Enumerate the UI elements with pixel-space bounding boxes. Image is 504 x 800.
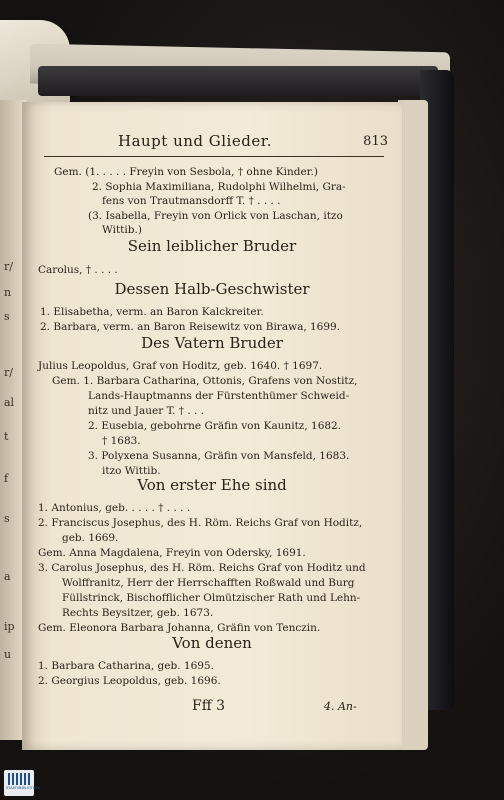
- left-fragment: r/: [4, 366, 13, 379]
- book-spine-edge: [38, 66, 438, 96]
- text-line: 3. Polyxena Susanna, Gräfin von Mansfeld, 1683.: [88, 450, 350, 462]
- text-line: Julius Leopoldus, Graf von Hoditz, geb. 1640. † 1697.: [38, 360, 323, 372]
- text-line: geb. 1669.: [62, 532, 119, 544]
- left-fragment: s: [4, 310, 10, 323]
- page-number: 813: [363, 134, 388, 149]
- text-line: fens von Trautmansdorff T. † . . . .: [102, 195, 281, 207]
- text-line: (3. Isabella, Freyin von Orlick von Laschan, itzo: [88, 210, 343, 222]
- header-rule: [44, 156, 384, 157]
- text-line: 2. Sophia Maximiliana, Rudolphi Wilhelmi, Gra-: [92, 181, 346, 193]
- text-line: Gem. (1. . . . . Freyin von Sesbola, † ohne Kinder.): [54, 166, 318, 178]
- left-fragment: ip: [4, 620, 15, 633]
- left-fragment: u: [4, 648, 12, 661]
- text-line: Lands-Hauptmanns der Fürstenthümer Schweid-: [88, 390, 350, 402]
- text-line: Gem. Eleonora Barbara Johanna, Gräfin von Tenczin.: [38, 622, 321, 634]
- left-fragment: s: [4, 512, 10, 525]
- left-fragment: n: [4, 286, 12, 299]
- section-heading: Dessen Halb-Geschwister: [114, 280, 310, 298]
- signature-mark: Fff 3: [192, 698, 226, 714]
- left-fragment: t: [4, 430, 9, 443]
- text-line: 2. Barbara, verm. an Baron Reisewitz von Birawa, 1699.: [40, 321, 341, 333]
- text-line: 1. Elisabetha, verm. an Baron Kalckreiter.: [40, 306, 264, 318]
- text-line: itzo Wittib.: [102, 465, 161, 477]
- text-line: Wittib.): [102, 224, 142, 236]
- text-line: nitz und Jauer T. † . . .: [88, 405, 205, 417]
- text-line: Gem. 1. Barbara Catharina, Ottonis, Grafens von Nostitz,: [52, 375, 358, 387]
- text-line: 1. Barbara Catharina, geb. 1695.: [38, 660, 214, 672]
- logo-bars-icon: [8, 773, 30, 785]
- logo-text: STAATSBIBLIOTHEK: [6, 786, 40, 790]
- text-line: 2. Franciscus Josephus, des H. Röm. Reichs Graf von Hoditz,: [38, 517, 363, 529]
- left-fragment: a: [4, 570, 11, 583]
- catchword: 4. An-: [324, 700, 357, 713]
- section-heading: Von denen: [172, 634, 252, 652]
- text-line: 3. Carolus Josephus, des H. Röm. Reichs Graf von Hoditz und: [38, 562, 366, 574]
- text-line: † 1683.: [102, 435, 141, 447]
- section-heading: Sein leiblicher Bruder: [127, 237, 297, 255]
- text-line: Gem. Anna Magdalena, Freyin von Odersky, 1691.: [38, 547, 306, 559]
- text-line: Rechts Beysitzer, geb. 1673.: [62, 607, 214, 619]
- library-logo: [4, 770, 40, 796]
- text-line: 2. Georgius Leopoldus, geb. 1696.: [38, 675, 221, 687]
- text-line: Füllstrinck, Bischofflicher Olmützischer Rath und Lehn-: [62, 592, 361, 604]
- left-fragment: al: [4, 396, 15, 409]
- text-line: 2. Eusebia, gebohrne Gräfin von Kaunitz, 1682.: [88, 420, 342, 432]
- text-line: 1. Antonius, geb. . . . . † . . . .: [38, 502, 191, 514]
- header-title: Haupt und Glieder.: [118, 132, 272, 150]
- text-line: Wolffranitz, Herr der Herrschafften Roßwald und Burg: [62, 577, 355, 589]
- left-fragment: r/: [4, 260, 13, 273]
- book-page: [22, 102, 402, 750]
- page-stack: [398, 100, 428, 750]
- section-heading: Des Vatern Bruder: [141, 334, 283, 352]
- running-header: [118, 132, 388, 154]
- left-fragment: f: [4, 472, 9, 485]
- text-line: Carolus, † . . . .: [38, 264, 118, 276]
- section-heading: Von erster Ehe sind: [137, 476, 287, 494]
